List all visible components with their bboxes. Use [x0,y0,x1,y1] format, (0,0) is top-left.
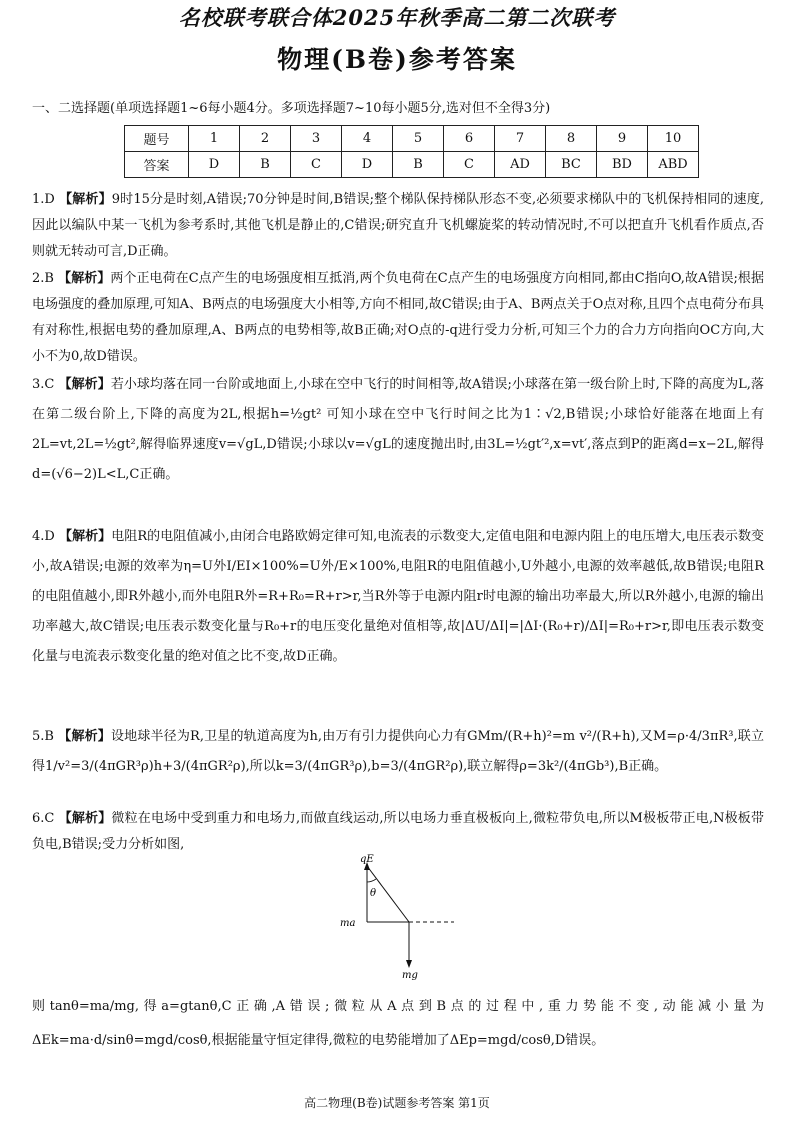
answer-cell: B [240,152,291,178]
question-number: 5 [393,126,444,152]
solution-tag: 【解析】 [59,192,112,207]
solution-tag: 【解析】 [59,529,112,544]
theta-arc [367,879,376,882]
answer-cell: AD [495,152,546,178]
answer-cell: D [189,152,240,178]
question-number: 3 [291,126,342,152]
answer-cell: B [393,152,444,178]
mg-arrowhead [406,960,412,968]
solution-label: 2.B [32,271,54,286]
label-qe: qE [360,854,374,865]
row-label-number: 题号 [125,126,189,152]
section-heading: 一、二选择题(单项选择题1~6每小题4分。多项选择题7~10每小题5分,选对但不全得3分) [32,101,551,116]
page-footer: 高二物理(B卷)试题参考答案 第1页 [304,1096,490,1110]
answer-table-answer-row [125,152,699,178]
answer-key-title: 物理(B卷)参考答案 [277,45,517,74]
question-number: 6 [444,126,495,152]
answer-cell: C [291,152,342,178]
solution-tag: 【解析】 [58,271,111,286]
answer-cell: BD [597,152,648,178]
question-number: 1 [189,126,240,152]
solution-5 [32,722,764,782]
label-mg: mg [402,970,418,981]
solution-3 [32,370,764,490]
question-number: 4 [342,126,393,152]
exam-title: 名校联考联合体2025年秋季高二第二次联考 [178,5,616,30]
question-number: 9 [597,126,648,152]
solution-text: 两个正电荷在C点产生的电场强度相互抵消,两个负电荷在C点产生的电场强度方向相同,都由C指向O,故A错误;根据电场强度的叠加原理,可知A、B两点的电场强度大小相等,方向不相同,故C错误;由于A、B两点关于O点对称,且四个点电荷分布具有对称性,根据电势的叠加原理,A、B两点的电势相等,故B正确;对O点的-q进行受力分析,可知三个力的合力方向指向OC方向,大小不为0,故D错误。 [32,271,764,364]
answer-cell: ABD [648,152,699,178]
solution-6 [32,806,764,858]
force-diagram [330,852,470,982]
question-number: 10 [648,126,699,152]
answer-table [124,125,699,178]
solution-1 [32,187,764,265]
solution-text: 若小球均落在同一台阶或地面上,小球在空中飞行的时间相等,故A错误;小球落在第一级台阶上时,下降的高度为L,落在第二级台阶上,下降的高度为2L,根据h=½gt² 可知小球在空中飞行时间之比为1∶√2,B错误;小球恰好能落在地面上有2L=vt,2L=½gt²,解得临界速度v=√gL,D错误;小球以v=√gL的速度抛出时,由3L=½gt′²,x=vt′,落点到P的距离d=x−2L,解得d=(√6−2)L<L,C正确。 [32,377,764,482]
solution-text: 9时15分是时刻,A错误;70分钟是时间,B错误;整个梯队保持梯队形态不变,必须要求梯队中的飞机保持相同的速度,因此以编队中某一飞机为参考系时,其他飞机是静止的,C错误;研究直升飞机螺旋桨的转动情况时,不可以把直升飞机看作质点,否则就无转动可言,D正确。 [32,192,764,259]
label-theta: θ [370,888,377,899]
answer-cell: BC [546,152,597,178]
solution-4 [32,522,764,672]
solution-text: 微粒在电场中受到重力和电场力,而做直线运动,所以电场力垂直极板向上,微粒带负电,所以M极板带正电,N极板带负电,B错误;受力分析如图, [32,811,764,852]
solution-6-continued: 则tanθ=ma/mg,得a=gtanθ,C正确,A错误;微粒从A点到B点的过程中,重力势能不变,动能减小量为ΔEk=ma·d/sinθ=mgd/cosθ,根据能量守恒定律得,微粒的电势能增加了ΔEp=mgd/cosθ,D错误。 [32,999,764,1048]
solution-text: 设地球半径为R,卫星的轨道高度为h,由万有引力提供向心力有GMm/(R+h)²=m v²/(R+h),又M=ρ·4/3πR³,联立得1/v²=3/(4πGR³ρ)h+3/(4πGR²ρ),所以k=3/(4πGR³ρ),b=3/(4πGR²ρ),联立解得ρ=3k²/(4πGb³),B正确。 [32,729,764,774]
question-number: 2 [240,126,291,152]
answer-table-number-row [125,126,699,152]
solution-tag: 【解析】 [58,811,112,826]
solution-label: 1.D [32,192,55,207]
row-label-answer: 答案 [125,152,189,178]
solution-2 [32,266,764,370]
solution-label: 5.B [32,729,54,744]
answer-cell: D [342,152,393,178]
question-number: 8 [546,126,597,152]
solution-label: 6.C [32,811,55,826]
label-ma: ma [340,918,356,929]
solution-label: 3.C [32,377,55,392]
question-number: 7 [495,126,546,152]
answer-cell: C [444,152,495,178]
solution-tag: 【解析】 [58,729,111,744]
solution-text: 电阻R的电阻值减小,由闭合电路欧姆定律可知,电流表的示数变大,定值电阻和电源内阻上的电压增大,电压表示数变小,故A错误;电源的效率为η=U外I/EI×100%=U外/E×100%,电阻R的电阻值越小,U外越小,电源的效率越低,故B错误;电阻R的电阻值越小,即R外越小,而外电阻R外=R+R₀=R+r>r,当R外等于电源内阻r时电源的输出功率最大,所以R外越小,电源的输出功率越大,故C错误;电压表示数变化量与R₀+r的电压变化量绝对值相等,故|ΔU/ΔI|=|ΔI·(R₀+r)/ΔI|=R₀+r>r,即电压表示数变化量与电流表示数变化量的绝对值之比不变,故D正确。 [32,529,764,664]
solution-tag: 【解析】 [58,377,111,392]
solution-label: 4.D [32,529,55,544]
